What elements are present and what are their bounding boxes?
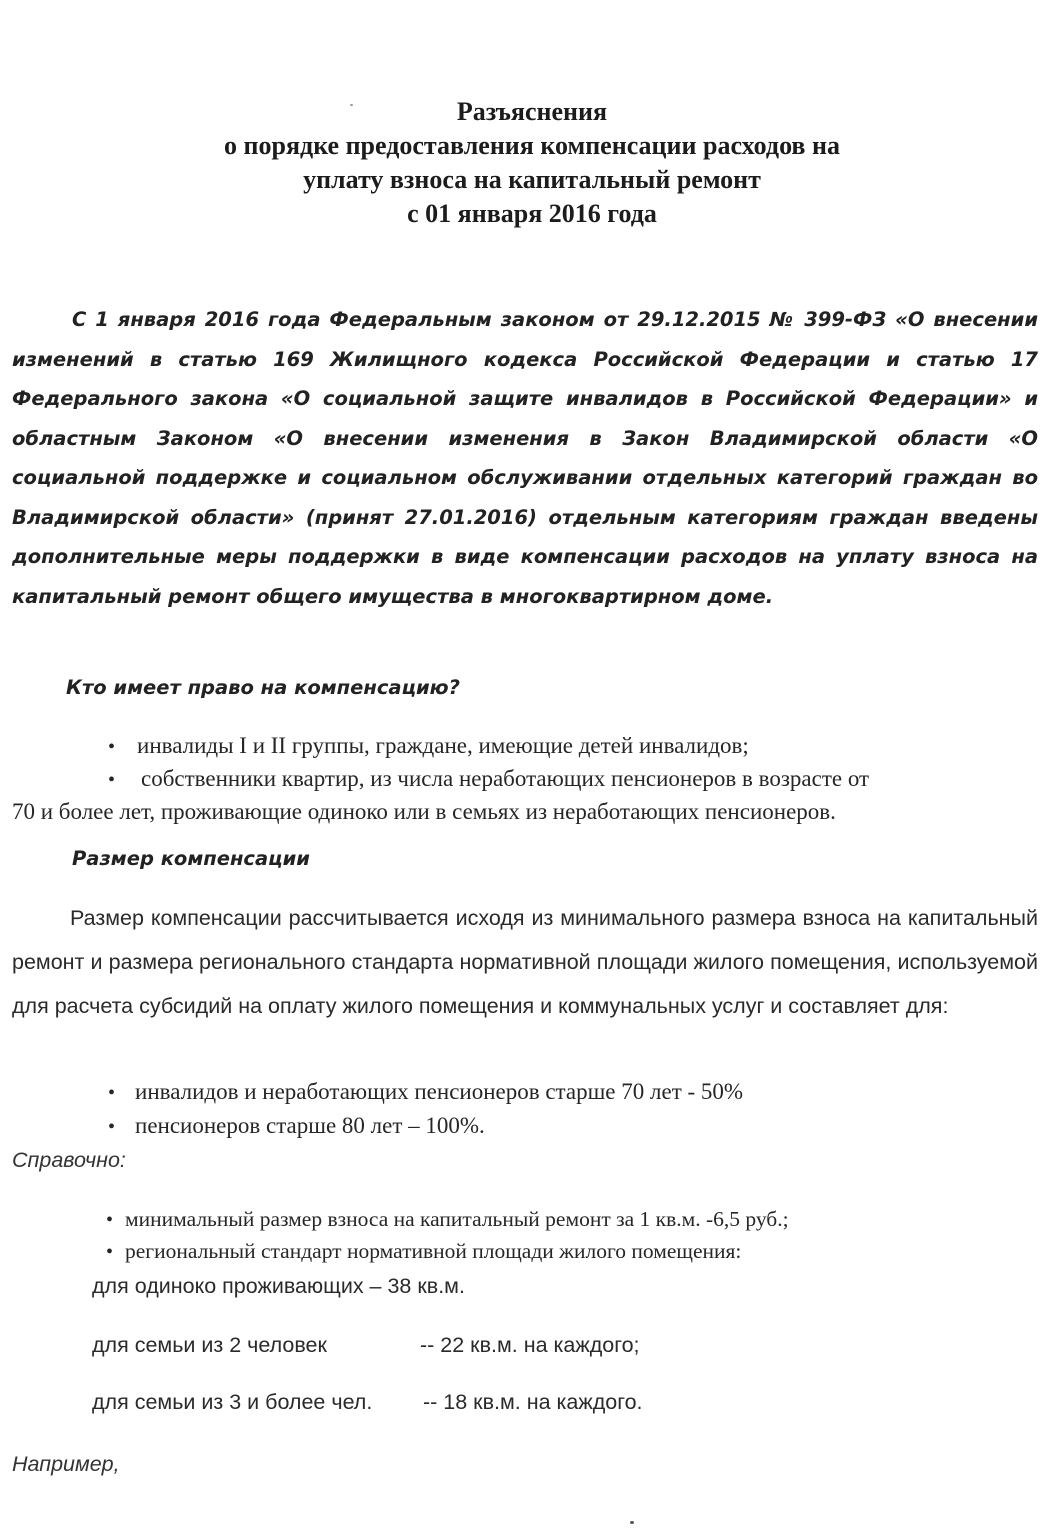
- standard-single: для одиноко проживающих – 38 кв.м.: [92, 1274, 465, 1298]
- title-line-1: Разъяснения: [456, 97, 608, 126]
- example-label: Например,: [12, 1452, 120, 1476]
- standard-three-value: -- 18 кв.м. на каждого.: [423, 1390, 643, 1414]
- title-line-2: о порядке предоставления компенсации расходов на: [224, 131, 840, 160]
- reference-item-2: [106, 1239, 741, 1264]
- amount-item-2: [108, 1113, 485, 1139]
- bullet-icon: •: [108, 736, 116, 758]
- standard-two-value: -- 22 кв.м. на каждого;: [420, 1333, 640, 1357]
- eligibility-item-2-text: собственники квартир, из числа неработающих пенсионеров в возрасте от: [141, 766, 870, 791]
- eligibility-item-1: [108, 733, 749, 759]
- reference-label: Справочно:: [12, 1148, 126, 1172]
- title-line-4: с 01 января 2016 года: [407, 199, 657, 228]
- amount-heading: Размер компенсации: [72, 847, 310, 870]
- bullet-icon: •: [106, 1209, 114, 1231]
- bullet-icon: •: [108, 1082, 116, 1104]
- bullet-icon: •: [108, 1116, 116, 1138]
- intro-paragraph: С 1 января 2016 года Федеральным законом от 29.12.2015 № 399-ФЗ «О внесении изменений в статью 169 Жилищного кодекса Российской Федерации и статью 17 Федерального закона «О социальной защите инвалидов в Российской Федерации» и областным Законом «О внесении изменения в Закон Владимирской области «О социальной поддержке и социальном обслуживании отдельных категорий граждан во Владимирской области» (принят 27.01.2016) отдельным категориям граждан введены дополнительные меры поддержки в виде компенсации расходов на уплату взноса на капитальный ремонт общего имущества в многоквартирном доме.: [12, 308, 1038, 608]
- scan-speck: [630, 1521, 634, 1524]
- eligibility-item-2-continuation: 70 и более лет, проживающие одиноко или в семьях из неработающих пенсионеров.: [12, 799, 836, 824]
- eligibility-item-2: [108, 766, 869, 792]
- amount-paragraph: Размер компенсации рассчитывается исходя из минимального размера взноса на капитальный ремонт и размера регионального стандарта нормативной площади жилого помещения, используемой для расчета субсидий на оплату жилого помещения и коммунальных услуг и составляет для:: [12, 906, 1038, 1018]
- standard-three-label: для семьи из 3 и более чел.: [92, 1390, 373, 1414]
- standard-two-label: для семьи из 2 человек: [92, 1333, 327, 1357]
- reference-item-2-text: региональный стандарт нормативной площади жилого помещения:: [125, 1239, 742, 1263]
- eligibility-heading: Кто имеет право на компенсацию?: [66, 676, 460, 699]
- eligibility-item-1-text: инвалиды I и II группы, граждане, имеющие детей инвалидов;: [137, 733, 749, 758]
- document-title: [0, 95, 1056, 231]
- scan-speck: [350, 104, 353, 106]
- amount-item-1: [108, 1079, 743, 1105]
- amount-item-2-text: пенсионеров старше 80 лет – 100%.: [135, 1113, 485, 1138]
- reference-item-1: [106, 1207, 789, 1232]
- bullet-icon: •: [108, 769, 116, 791]
- bullet-icon: •: [106, 1241, 114, 1263]
- reference-item-1-text: минимальный размер взноса на капитальный ремонт за 1 кв.м. -6,5 руб.;: [125, 1207, 789, 1231]
- amount-item-1-text: инвалидов и неработающих пенсионеров старше 70 лет - 50%: [135, 1079, 744, 1104]
- title-line-3: уплату взноса на капитальный ремонт: [303, 165, 761, 194]
